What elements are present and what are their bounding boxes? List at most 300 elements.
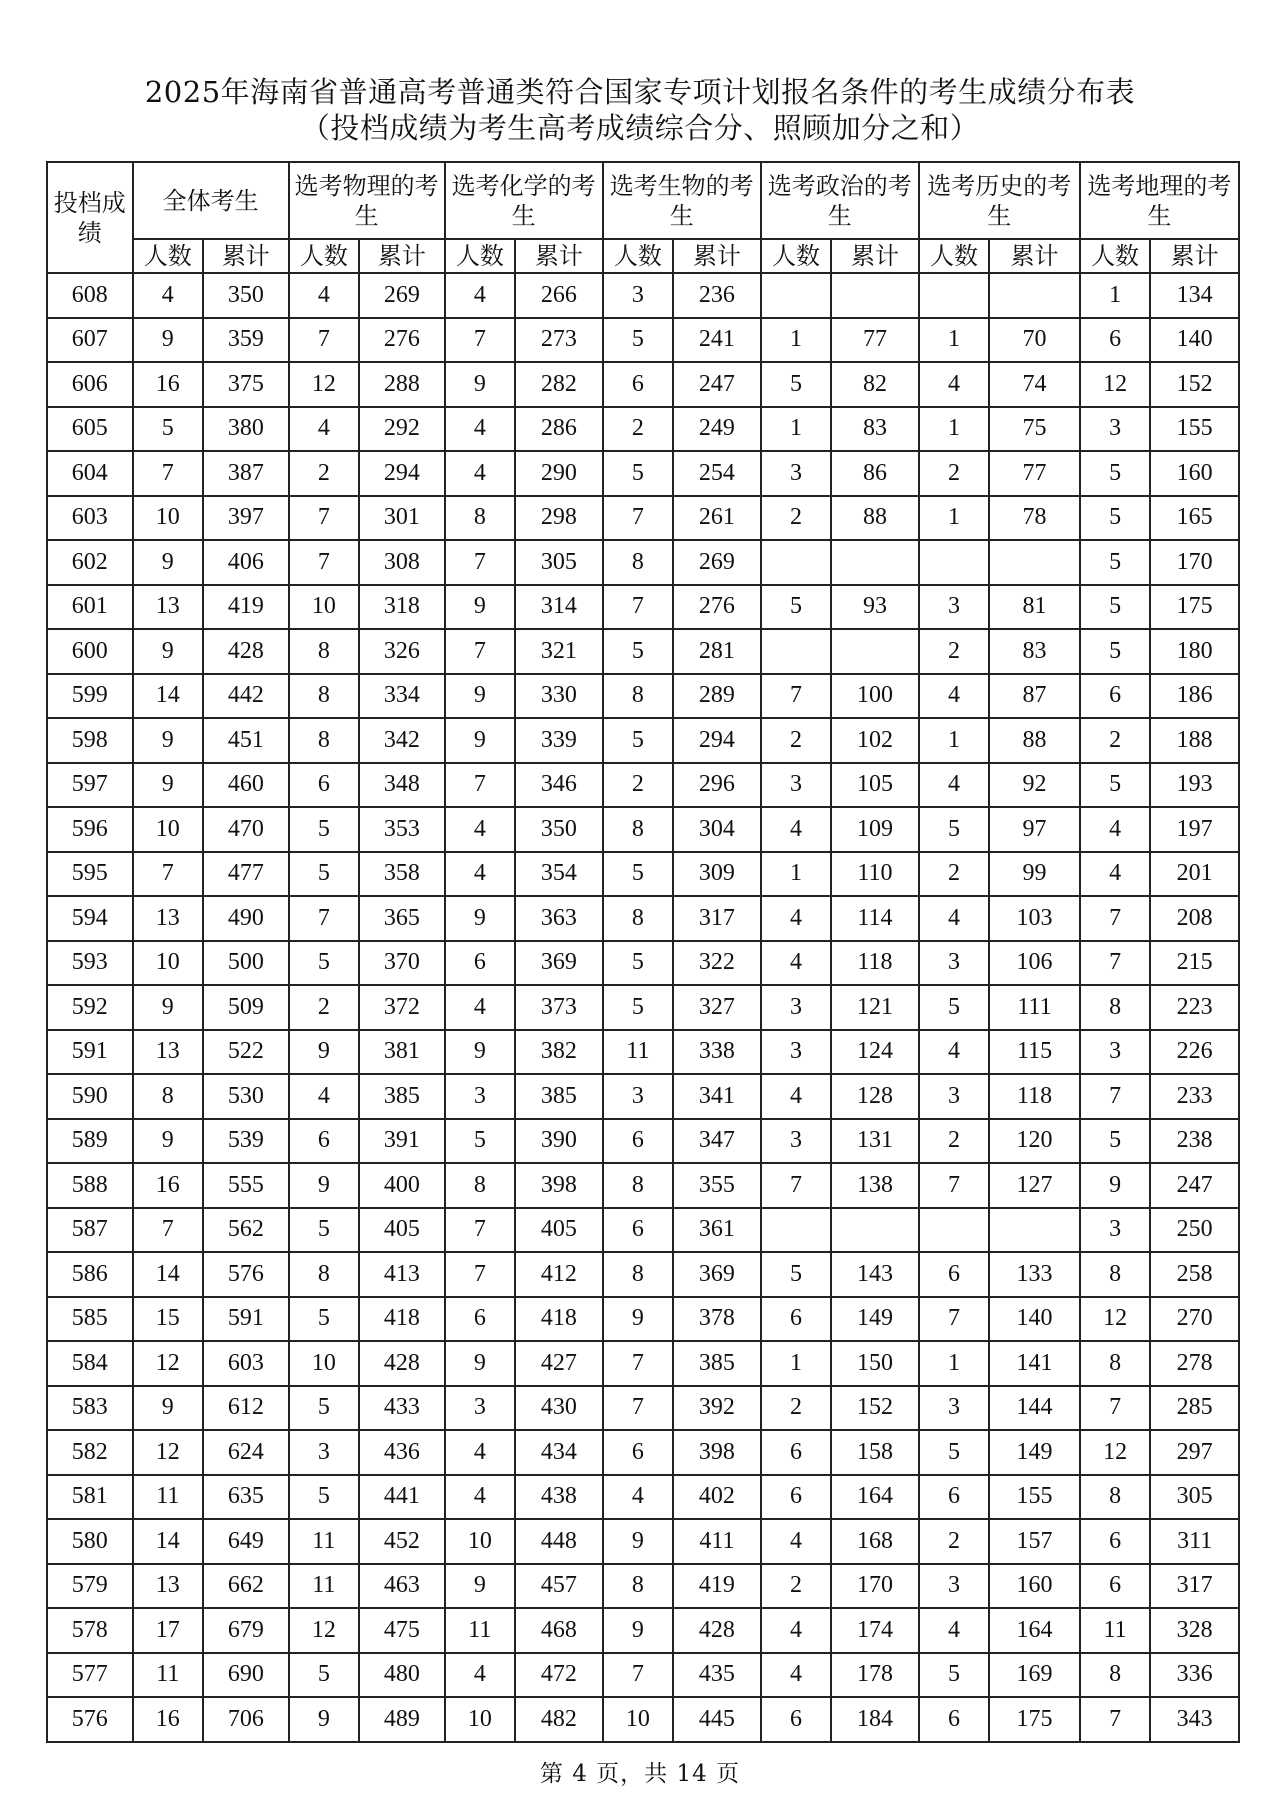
cumulative-cell: 289 [673,674,761,719]
cumulative-cell: 413 [359,1252,445,1297]
sub-header-cumulative: 累计 [831,239,919,273]
count-cell [919,540,989,585]
count-cell: 7 [919,1163,989,1208]
score-cell: 601 [47,585,133,630]
cumulative-cell: 624 [203,1430,289,1475]
count-cell: 3 [761,763,831,808]
cumulative-cell: 539 [203,1119,289,1164]
count-cell: 4 [445,407,515,452]
count-cell: 11 [289,1564,359,1609]
count-cell: 6 [445,941,515,986]
sub-header-cumulative: 累计 [1150,239,1239,273]
cumulative-cell: 164 [989,1608,1080,1653]
cumulative-cell: 358 [359,852,445,897]
count-cell: 9 [133,1119,203,1164]
cumulative-cell: 118 [831,941,919,986]
count-cell: 3 [761,985,831,1030]
cumulative-cell: 168 [831,1519,919,1564]
table-row [47,763,1239,808]
count-cell: 4 [445,273,515,318]
cumulative-cell: 428 [673,1608,761,1653]
count-cell: 6 [919,1252,989,1297]
score-cell: 588 [47,1163,133,1208]
cumulative-cell: 317 [673,896,761,941]
count-cell: 6 [919,1475,989,1520]
count-cell: 12 [1080,362,1150,407]
sub-header-count: 人数 [919,239,989,273]
cumulative-cell: 438 [515,1475,603,1520]
count-cell: 7 [445,318,515,363]
score-distribution-table [46,161,1240,1743]
score-cell: 591 [47,1030,133,1075]
cumulative-cell: 88 [831,496,919,541]
cumulative-cell: 180 [1150,629,1239,674]
count-cell: 12 [289,362,359,407]
cumulative-cell: 612 [203,1386,289,1431]
count-cell: 7 [289,896,359,941]
cumulative-cell [989,273,1080,318]
cumulative-cell: 342 [359,718,445,763]
count-cell: 2 [761,1386,831,1431]
count-cell: 7 [133,852,203,897]
cumulative-cell: 434 [515,1430,603,1475]
cumulative-cell: 436 [359,1430,445,1475]
cumulative-cell: 398 [515,1163,603,1208]
cumulative-cell: 77 [831,318,919,363]
count-cell: 7 [761,674,831,719]
cumulative-cell: 318 [359,585,445,630]
cumulative-cell: 188 [1150,718,1239,763]
cumulative-cell: 334 [359,674,445,719]
sub-header-count: 人数 [133,239,203,273]
cumulative-cell: 276 [359,318,445,363]
cumulative-cell: 121 [831,985,919,1030]
count-cell: 10 [445,1519,515,1564]
count-cell: 5 [1080,451,1150,496]
count-cell: 4 [761,807,831,852]
count-cell: 6 [1080,674,1150,719]
cumulative-cell: 282 [515,362,603,407]
cumulative-cell: 373 [515,985,603,1030]
table-row [47,807,1239,852]
table-row [47,540,1239,585]
count-cell: 4 [445,852,515,897]
cumulative-cell: 269 [673,540,761,585]
cumulative-cell: 286 [515,407,603,452]
header-row-groups [47,162,1239,239]
cumulative-cell: 175 [1150,585,1239,630]
count-cell: 3 [603,273,673,318]
count-cell: 3 [919,1564,989,1609]
cumulative-cell: 115 [989,1030,1080,1075]
cumulative-cell: 441 [359,1475,445,1520]
cumulative-cell: 288 [359,362,445,407]
table-row [47,852,1239,897]
score-cell: 581 [47,1475,133,1520]
count-cell: 11 [133,1475,203,1520]
count-cell: 6 [289,1119,359,1164]
cumulative-cell: 164 [831,1475,919,1520]
count-cell: 2 [919,629,989,674]
count-cell: 8 [603,807,673,852]
count-cell: 6 [761,1475,831,1520]
cumulative-cell: 382 [515,1030,603,1075]
cumulative-cell: 460 [203,763,289,808]
count-cell: 4 [761,1074,831,1119]
count-cell: 5 [289,807,359,852]
score-cell: 600 [47,629,133,674]
cumulative-cell: 114 [831,896,919,941]
count-cell: 7 [761,1163,831,1208]
cumulative-cell: 149 [831,1297,919,1342]
count-cell: 5 [1080,629,1150,674]
table-row [47,718,1239,763]
count-cell: 5 [1080,763,1150,808]
cumulative-cell: 359 [203,318,289,363]
count-cell: 4 [919,1608,989,1653]
cumulative-cell: 140 [1150,318,1239,363]
cumulative-cell: 301 [359,496,445,541]
count-cell: 3 [761,1030,831,1075]
group-header-geography: 选考地理的考生 [1080,162,1239,239]
count-cell [919,1208,989,1253]
cumulative-cell: 155 [989,1475,1080,1520]
count-cell: 16 [133,1163,203,1208]
count-cell: 5 [1080,1119,1150,1164]
score-cell: 597 [47,763,133,808]
count-cell: 6 [603,1430,673,1475]
count-cell: 10 [445,1697,515,1742]
count-cell: 5 [919,985,989,1030]
cumulative-cell: 184 [831,1697,919,1742]
cumulative-cell: 160 [1150,451,1239,496]
count-cell: 14 [133,1519,203,1564]
cumulative-cell: 662 [203,1564,289,1609]
count-cell: 2 [919,852,989,897]
sub-header-count: 人数 [761,239,831,273]
count-cell: 5 [289,1208,359,1253]
cumulative-cell: 150 [831,1341,919,1386]
cumulative-cell: 197 [1150,807,1239,852]
page-subtitle: （投档成绩为考生高考成绩综合分、照顾加分之和） [300,111,980,145]
count-cell: 8 [289,718,359,763]
count-cell: 4 [761,1608,831,1653]
cumulative-cell: 321 [515,629,603,674]
score-cell: 608 [47,273,133,318]
score-column-header: 投档成绩 [47,162,133,273]
count-cell: 7 [445,1208,515,1253]
count-cell: 4 [445,1430,515,1475]
count-cell: 5 [919,1653,989,1698]
cumulative-cell: 128 [831,1074,919,1119]
count-cell: 4 [289,407,359,452]
header-row-subcolumns [47,239,1239,273]
cumulative-cell: 427 [515,1341,603,1386]
cumulative-cell: 411 [673,1519,761,1564]
count-cell: 5 [289,1475,359,1520]
count-cell: 13 [133,896,203,941]
cumulative-cell: 155 [1150,407,1239,452]
cumulative-cell: 308 [359,540,445,585]
table-row [47,407,1239,452]
cumulative-cell: 477 [203,852,289,897]
count-cell: 2 [289,451,359,496]
table-row [47,1297,1239,1342]
score-cell: 599 [47,674,133,719]
cumulative-cell: 385 [515,1074,603,1119]
count-cell: 9 [445,1030,515,1075]
count-cell: 2 [603,763,673,808]
count-cell: 8 [603,896,673,941]
cumulative-cell: 522 [203,1030,289,1075]
cumulative-cell: 158 [831,1430,919,1475]
cumulative-cell: 82 [831,362,919,407]
cumulative-cell: 369 [673,1252,761,1297]
count-cell: 5 [445,1119,515,1164]
table-row [47,496,1239,541]
count-cell: 6 [603,1119,673,1164]
count-cell: 7 [919,1297,989,1342]
count-cell: 12 [289,1608,359,1653]
count-cell: 9 [133,763,203,808]
cumulative-cell: 157 [989,1519,1080,1564]
score-cell: 585 [47,1297,133,1342]
count-cell [761,540,831,585]
count-cell: 17 [133,1608,203,1653]
table-row [47,585,1239,630]
count-cell: 4 [919,896,989,941]
cumulative-cell: 92 [989,763,1080,808]
page-footer: 第 4 页，共 14 页 [539,1761,741,1787]
count-cell: 9 [133,1386,203,1431]
cumulative-cell: 468 [515,1608,603,1653]
count-cell: 10 [133,807,203,852]
count-cell: 7 [603,496,673,541]
score-cell: 589 [47,1119,133,1164]
cumulative-cell: 309 [673,852,761,897]
cumulative-cell: 305 [515,540,603,585]
count-cell: 1 [761,852,831,897]
count-cell: 3 [761,1119,831,1164]
count-cell: 6 [289,763,359,808]
count-cell: 6 [603,362,673,407]
cumulative-cell: 457 [515,1564,603,1609]
count-cell: 9 [445,896,515,941]
table-row [47,273,1239,318]
cumulative-cell: 419 [673,1564,761,1609]
cumulative-cell: 603 [203,1341,289,1386]
count-cell: 11 [445,1608,515,1653]
cumulative-cell: 402 [673,1475,761,1520]
count-cell: 13 [133,1564,203,1609]
cumulative-cell [831,273,919,318]
cumulative-cell: 649 [203,1519,289,1564]
cumulative-cell: 341 [673,1074,761,1119]
cumulative-cell: 326 [359,629,445,674]
count-cell: 7 [289,496,359,541]
cumulative-cell: 451 [203,718,289,763]
cumulative-cell: 105 [831,763,919,808]
cumulative-cell: 270 [1150,1297,1239,1342]
count-cell: 10 [133,941,203,986]
count-cell: 7 [133,1208,203,1253]
cumulative-cell: 490 [203,896,289,941]
count-cell: 4 [1080,852,1150,897]
cumulative-cell: 226 [1150,1030,1239,1075]
count-cell: 7 [603,1386,673,1431]
sub-header-cumulative: 累计 [515,239,603,273]
count-cell: 13 [133,585,203,630]
cumulative-cell: 70 [989,318,1080,363]
count-cell: 10 [289,1341,359,1386]
count-cell: 5 [761,362,831,407]
count-cell: 7 [603,585,673,630]
count-cell: 5 [133,407,203,452]
count-cell [919,273,989,318]
cumulative-cell: 81 [989,585,1080,630]
group-header-history: 选考历史的考生 [919,162,1080,239]
count-cell: 7 [445,763,515,808]
count-cell: 9 [603,1519,673,1564]
sub-header-count: 人数 [289,239,359,273]
count-cell: 9 [133,718,203,763]
cumulative-cell: 269 [359,273,445,318]
score-cell: 586 [47,1252,133,1297]
count-cell: 2 [919,1519,989,1564]
table-row [47,629,1239,674]
cumulative-cell: 143 [831,1252,919,1297]
cumulative-cell: 186 [1150,674,1239,719]
count-cell: 7 [133,451,203,496]
table-row [47,1430,1239,1475]
score-cell: 584 [47,1341,133,1386]
cumulative-cell: 102 [831,718,919,763]
cumulative-cell: 74 [989,362,1080,407]
cumulative-cell: 294 [359,451,445,496]
cumulative-cell: 369 [515,941,603,986]
count-cell: 8 [1080,1653,1150,1698]
count-cell: 4 [445,1475,515,1520]
count-cell: 16 [133,362,203,407]
cumulative-cell: 134 [1150,273,1239,318]
count-cell: 4 [445,1653,515,1698]
cumulative-cell: 470 [203,807,289,852]
cumulative-cell: 258 [1150,1252,1239,1297]
count-cell: 3 [919,1074,989,1119]
cumulative-cell: 87 [989,674,1080,719]
group-header-chemistry: 选考化学的考生 [445,162,603,239]
count-cell: 9 [445,674,515,719]
cumulative-cell: 278 [1150,1341,1239,1386]
cumulative-cell: 380 [203,407,289,452]
cumulative-cell: 170 [831,1564,919,1609]
score-cell: 596 [47,807,133,852]
count-cell: 9 [289,1030,359,1075]
score-cell: 603 [47,496,133,541]
count-cell: 6 [761,1297,831,1342]
count-cell: 5 [919,1430,989,1475]
cumulative-cell: 448 [515,1519,603,1564]
count-cell: 2 [1080,718,1150,763]
cumulative-cell: 273 [515,318,603,363]
cumulative-cell: 241 [673,318,761,363]
table-row [47,362,1239,407]
count-cell: 5 [1080,585,1150,630]
count-cell: 4 [761,941,831,986]
cumulative-cell: 106 [989,941,1080,986]
cumulative-cell: 489 [359,1697,445,1742]
sub-header-count: 人数 [1080,239,1150,273]
table-row [47,1386,1239,1431]
cumulative-cell: 311 [1150,1519,1239,1564]
count-cell: 8 [1080,1475,1150,1520]
cumulative-cell: 103 [989,896,1080,941]
cumulative-cell: 131 [831,1119,919,1164]
score-cell: 604 [47,451,133,496]
table-row [47,1074,1239,1119]
score-cell: 580 [47,1519,133,1564]
table-row [47,941,1239,986]
count-cell: 9 [603,1608,673,1653]
count-cell: 11 [289,1519,359,1564]
cumulative-cell: 350 [515,807,603,852]
count-cell: 1 [919,496,989,541]
count-cell: 6 [603,1208,673,1253]
cumulative-cell: 317 [1150,1564,1239,1609]
count-cell: 6 [919,1697,989,1742]
count-cell [761,629,831,674]
count-cell: 8 [1080,985,1150,1030]
cumulative-cell: 144 [989,1386,1080,1431]
count-cell: 5 [919,807,989,852]
count-cell: 7 [1080,896,1150,941]
count-cell: 3 [289,1430,359,1475]
count-cell [761,273,831,318]
table-row [47,1252,1239,1297]
cumulative-cell: 387 [203,451,289,496]
count-cell: 9 [445,1341,515,1386]
cumulative-cell [831,540,919,585]
cumulative-cell: 562 [203,1208,289,1253]
count-cell: 6 [761,1697,831,1742]
cumulative-cell: 127 [989,1163,1080,1208]
count-cell: 11 [603,1030,673,1075]
count-cell: 4 [445,807,515,852]
sub-header-cumulative: 累计 [673,239,761,273]
count-cell: 4 [761,1519,831,1564]
cumulative-cell: 348 [359,763,445,808]
cumulative-cell: 354 [515,852,603,897]
count-cell: 8 [133,1074,203,1119]
cumulative-cell: 385 [359,1074,445,1119]
count-cell: 8 [445,496,515,541]
cumulative-cell: 330 [515,674,603,719]
cumulative-cell: 463 [359,1564,445,1609]
count-cell: 13 [133,1030,203,1075]
sub-header-cumulative: 累计 [203,239,289,273]
cumulative-cell [989,540,1080,585]
cumulative-cell: 591 [203,1297,289,1342]
table-row [47,1564,1239,1609]
cumulative-cell [831,1208,919,1253]
count-cell: 9 [1080,1163,1150,1208]
count-cell: 7 [1080,941,1150,986]
cumulative-cell: 406 [203,540,289,585]
cumulative-cell: 412 [515,1252,603,1297]
cumulative-cell: 635 [203,1475,289,1520]
cumulative-cell: 322 [673,941,761,986]
cumulative-cell [989,1208,1080,1253]
